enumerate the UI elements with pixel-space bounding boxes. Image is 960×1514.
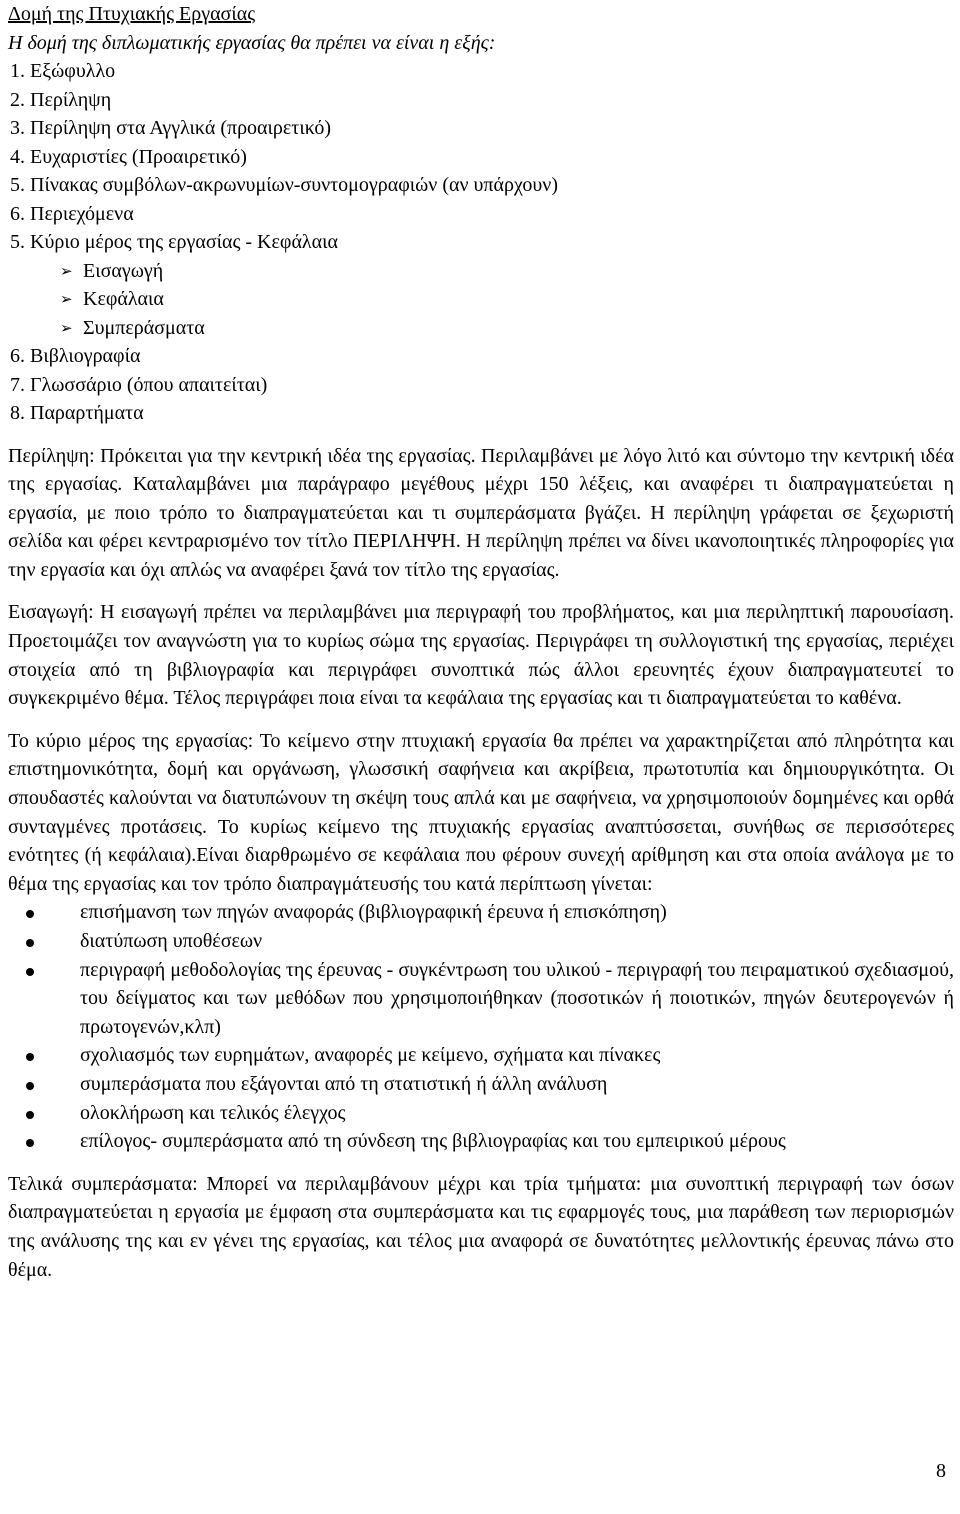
- bullet-item: [8, 1070, 954, 1099]
- sub-list-item: [8, 257, 954, 286]
- list-item: 4. Ευχαριστίες (Προαιρετικό): [10, 145, 247, 168]
- bullet-item: [8, 956, 954, 1042]
- list-item: 5. Πίνακας συμβόλων-ακρωνυμίων-συντομογραφιών (αν υπάρχουν): [10, 174, 559, 196]
- bullet-item: [8, 898, 954, 927]
- bullet-dot-icon: [26, 968, 34, 976]
- bullet-item-text: επίλογος- συμπεράσματα από τη σύνδεση της βιβλιογραφίας και του εμπειρικού μέρους: [80, 1130, 786, 1153]
- introduction-paragraph: Εισαγωγή: Η εισαγωγή πρέπει να περιλαμβάνει μια περιγραφή του προβλήματος, και μια περιληπτική παρουσίαση. Προετοιμάζει τον αναγνώστη για το κυρίως σώμα της εργασίας. Περιγράφει τη συλλογιστική της εργασίας, περιέχει στοιχεία από τη βιβλιογραφία και περιγράφει συνοπτικά πώς άλλοι ερευνητές έχουν διαπραγματευτεί το συγκεκριμένο θέμα. Τέλος περιγράφει ποια είναι τα κεφάλαια της εργασίας και τι διαπραγματεύεται το καθένα.: [8, 601, 954, 710]
- document-page: [8, 0, 954, 1284]
- sub-list-item-label: Συμπεράσματα: [83, 316, 205, 339]
- conclusions-paragraph: Τελικά συμπεράσματα: Μπορεί να περιλαμβάνουν μέχρι και τρία τμήματα: μια συνοπτική περιγραφή των όσων διαπραγματεύεται η εργασία με έμφαση στα συμπεράσματα και τις εφαρμογές τους, μια παράθεση των περιορισμών της ανάλυσης της και εν γένει της εργασίας, και τέλος μια αναφορά σε δυνατότητες μελλοντικής έρευνας πάνω στο θέμα.: [8, 1172, 954, 1281]
- bullet-item: [8, 1127, 954, 1156]
- list-item: 1. Εξώφυλλο: [10, 60, 116, 82]
- bullet-item-text: διατύπωση υποθέσεων: [80, 930, 263, 952]
- arrow-bullet-icon: ➢: [60, 318, 73, 337]
- arrow-bullet-icon: ➢: [60, 290, 73, 308]
- bullet-dot-icon: [26, 910, 34, 918]
- bullet-dot-icon: [26, 939, 34, 947]
- list-item: 5. Κύριο μέρος της εργασίας - Κεφάλαια: [10, 231, 338, 253]
- bullet-item-text: επισήμανση των πηγών αναφοράς (βιβλιογραφική έρευνα ή επισκόπηση): [80, 901, 667, 924]
- list-item: 6. Βιβλιογραφία: [10, 345, 141, 367]
- list-item: 2. Περίληψη: [10, 88, 112, 111]
- bullet-item: [8, 927, 954, 956]
- bullet-item-text: συμπεράσματα που εξάγονται από τη στατιστική ή άλλη ανάλυση: [80, 1072, 608, 1095]
- intro-line: Η δομή της διπλωματικής εργασίας θα πρέπει να είναι η εξής:: [8, 31, 496, 54]
- list-item: 8. Παραρτήματα: [10, 402, 144, 424]
- bullet-dot-icon: [26, 1082, 34, 1090]
- main-body-paragraph: Το κύριο μέρος της εργασίας: Το κείμενο στην πτυχιακή εργασία θα πρέπει να χαρακτηρίζεται από πληρότητα και επιστημονικότητα, δομή και οργάνωση, γλωσσική σαφήνεια και ακρίβεια, πρωτοτυπία και δημιουργικότητα. Οι σπουδαστές καλούνται να διατυπώνουν τη σκέψη τους απλά και με σαφήνεια, να χρησιμοποιούν δομημένες και ορθά συνταγμένες προτάσεις. Το κυρίως κείμενο της πτυχιακής εργασίας αναπτύσσεται, συνήθως σε περισσότερες ενότητες (ή κεφάλαια).Είναι διαρθρωμένο σε κεφάλαια που φέρουν συνεχή αρίθμηση και στα οποία ανάλογα με το θέμα της εργασίας και τον τρόπο διαπραγμάτευσής του κατά περίπτωση γίνεται:: [8, 729, 954, 895]
- bullet-item-text: περιγραφή μεθοδολογίας της έρευνας - συγκέντρωση του υλικού - περιγραφή του πειραματικού σχεδιασμού, του δείγματος και των μεθόδων που χρησιμοποιήθηκαν (ποσοτικών ή ποιοτικών, πηγών δευτερογενών ή πρωτογενών,κλπ): [80, 958, 954, 1038]
- arrow-bullet-icon: ➢: [60, 261, 73, 280]
- bullet-item: [8, 1099, 954, 1128]
- bullet-item-text: ολοκλήρωση και τελικός έλεγχος: [80, 1101, 346, 1124]
- structure-list: [8, 57, 954, 428]
- sub-list-item: [8, 314, 954, 343]
- document-title: Δομή της Πτυχιακής Εργασίας: [8, 3, 256, 25]
- page-number: 8: [936, 1460, 946, 1482]
- sub-list-item-label: Κεφάλαια: [83, 288, 164, 310]
- list-item: 6. Περιεχόμενα: [10, 202, 134, 225]
- main-body-bullet-list: [8, 898, 954, 1155]
- abstract-paragraph: Περίληψη: Πρόκειται για την κεντρική ιδέα της εργασίας. Περιλαμβάνει με λόγο λιτό και σύντομο την κεντρική ιδέα της εργασίας. Καταλαμβάνει μια παράγραφο μεγέθους μέχρι 150 λέξεις, και αναφέρει τι διαπραγματεύεται η εργασία, με ποιο τρόπο το διαπραγματεύεται και τι συμπεράσματα βγάζει. Η περίληψη γράφεται σε ξεχωριστή σελίδα και φέρει κεντραρισμένο τον τίτλο ΠΕΡΙΛΗΨΗ. Η περίληψη πρέπει να δίνει ικανοποιητικές πληροφορίες για την εργασία και όχι απλώς να αναφέρει ξανά τον τίτλο της εργασίας.: [8, 444, 954, 581]
- bullet-dot-icon: [26, 1139, 34, 1147]
- bullet-dot-icon: [26, 1053, 34, 1061]
- bullet-item-text: σχολιασμός των ευρημάτων, αναφορές με κείμενο, σχήματα και πίνακες: [80, 1044, 661, 1067]
- bullet-dot-icon: [26, 1111, 34, 1119]
- bullet-item: [8, 1041, 954, 1070]
- sub-list-item-label: Εισαγωγή: [83, 259, 164, 282]
- sub-list-item: [8, 285, 954, 314]
- list-item: 7. Γλωσσάριο (όπου απαιτείται): [10, 373, 268, 396]
- list-item: 3. Περίληψη στα Αγγλικά (προαιρετικό): [10, 117, 332, 139]
